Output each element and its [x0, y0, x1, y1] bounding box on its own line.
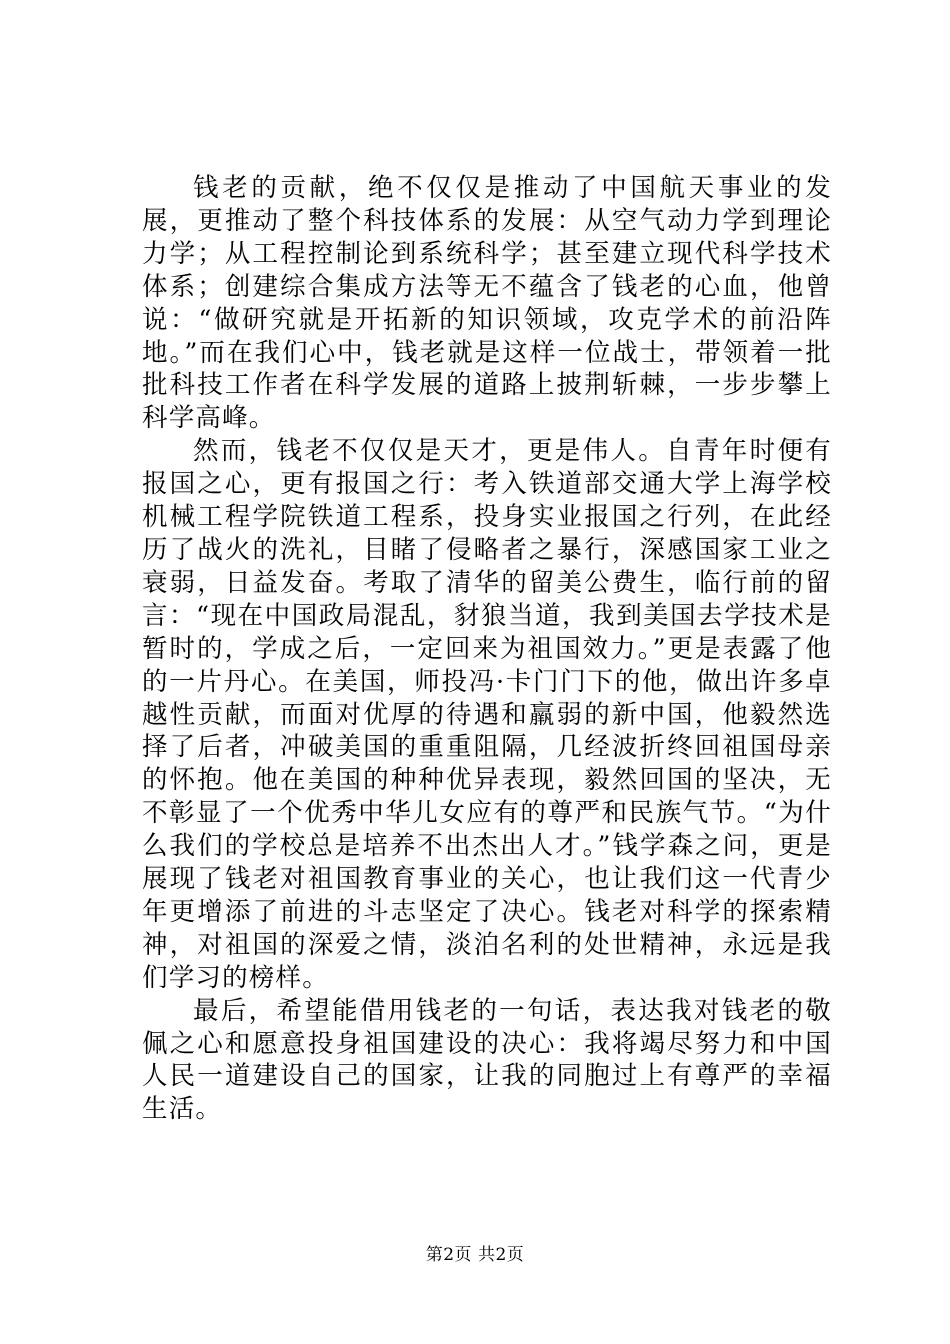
paragraph-patriotism: 然而，钱老不仅仅是天才，更是伟人。自青年时便有报国之心，更有报国之行：考入铁道部交通大学上海学校机械工程学院铁道工程系，投身实业报国之行列，在此经历了战火的洗礼，目睹了侵略者之暴行，深感国家工业之衰弱，日益发奋。考取了清华的留美公费生，临行前的留言：“现在中国政局混乱，豺狼当道，我到美国去学技术是暂时的，学成之后，一定回来为祖国效力。”更是表露了他的一片丹心。在美国，师投冯·卡门门下的他，做出许多卓越性贡献，而面对优厚的待遇和羸弱的新中国，他毅然选择了后者，冲破美国的重重阻隔，几经波折终回祖国母亲的怀抱。他在美国的种种优异表现，毅然回国的坚决，无不彰显了一个优秀中华儿女应有的尊严和民族气节。“为什么我们的学校总是培养不出杰出人才。”钱学森之问，更是展现了钱老对祖国教育事业的关心，也让我们这一代青少年更增添了前进的斗志坚定了决心。钱老对科学的探索精神，对祖国的深爱之情，淡泊名利的处世精神，永远是我们学习的榜样。	[142, 436, 832, 993]
document-body	[142, 172, 832, 1126]
paragraph-contribution: 钱老的贡献，绝不仅仅是推动了中国航天事业的发展，更推动了整个科技体系的发展：从空气动力学到理论力学；从工程控制论到系统科学；甚至建立现代科学技术体系；创建综合集成方法等无不蕴含了钱老的心血，他曾说：“做研究就是开拓新的知识领域，攻克学术的前沿阵地。”而在我们心中，钱老就是这样一位战士，带领着一批批科技工作者在科学发展的道路上披荆斩棘，一步步攀上科学高峰。	[142, 173, 832, 434]
paragraph-conclusion: 最后，希望能借用钱老的一句话，表达我对钱老的敬佩之心和愿意投身祖国建设的决心：我将竭尽努力和中国人民一道建设自己的国家，让我的同胞过上有尊严的幸福生活。	[142, 995, 832, 1125]
page-number-footer: 第2页 共2页	[425, 1245, 525, 1265]
